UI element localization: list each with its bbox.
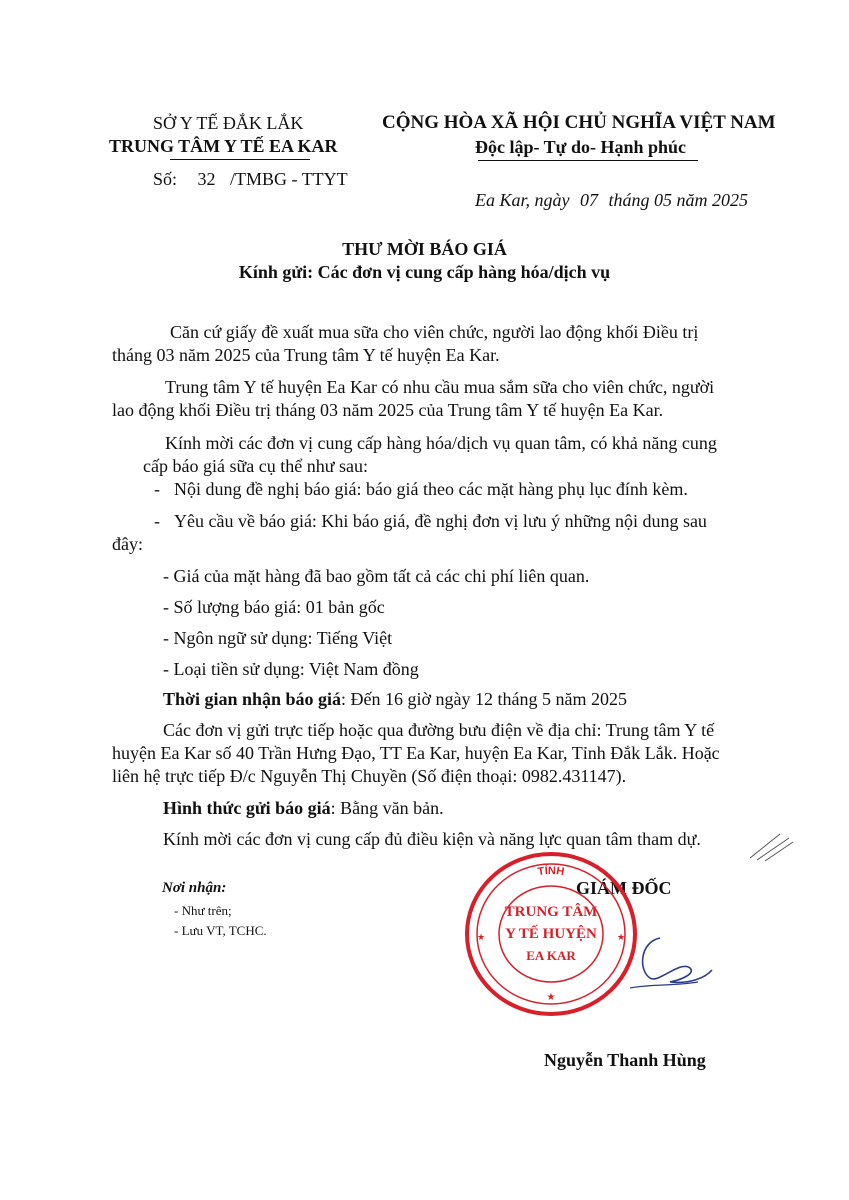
closing-line: Kính mời các đơn vị cung cấp đủ điều kiện và năng lực quan tâm tham dự. xyxy=(163,829,701,849)
form-label: Hình thức gửi báo giá xyxy=(163,798,331,818)
svg-text:★: ★ xyxy=(616,932,626,942)
address-line2: huyện Ea Kar số 40 Trần Hưng Đạo, TT Ea Kar, huyện Ea Kar, Tỉnh Đắk Lắk. Hoặc xyxy=(112,743,720,763)
para2-line2: lao động khối Điều trị tháng 03 năm 2025 của Trung tâm Y tế huyện Ea Kar. xyxy=(112,400,664,420)
svg-text:TỈNH xyxy=(537,864,565,878)
svg-text:★: ★ xyxy=(476,932,486,942)
recipient-item-2: - Lưu VT, TCHC. xyxy=(174,923,267,938)
number-suffix: /TMBG - TTYT xyxy=(230,169,348,189)
recipient-item-1: - Như trên; xyxy=(174,903,232,918)
number-label: Số: xyxy=(153,169,178,189)
document-number xyxy=(153,169,348,190)
deadline-label: Thời gian nhận báo giá xyxy=(163,689,342,709)
bullet2-line2: đây: xyxy=(112,534,143,554)
official-seal-icon xyxy=(463,850,639,1018)
number-value: 32 xyxy=(197,169,216,189)
stamp-top-text: TỈNH xyxy=(536,864,566,879)
deadline-value: : Đến 16 giờ ngày 12 tháng 5 năm 2025 xyxy=(341,689,628,709)
signer-title: GIÁM ĐỐC xyxy=(576,878,672,898)
motto: Độc lập- Tự do- Hạnh phúc xyxy=(475,137,687,157)
para2-line1: Trung tâm Y tế huyện Ea Kar có nhu cầu mua sắm sữa cho viên chức, người xyxy=(165,377,715,397)
deadline xyxy=(163,689,627,710)
date-prefix: Ea Kar, ngày xyxy=(475,190,570,210)
requirement-currency: - Loại tiền sử dụng: Việt Nam đồng xyxy=(163,659,419,679)
para3-line1: Kính mời các đơn vị cung cấp hàng hóa/dịch vụ quan tâm, có khả năng cung xyxy=(165,433,717,453)
bullet2-line1: Yêu cầu về báo giá: Khi báo giá, đề nghị đơn vị lưu ý những nội dung sau xyxy=(174,511,707,531)
svg-text:★: ★ xyxy=(546,992,556,1003)
form-value: : Bằng văn bản. xyxy=(330,798,444,818)
bullet2-dash: - xyxy=(154,511,160,531)
addressee: Kính gửi: Các đơn vị cung cấp hàng hóa/dịch vụ xyxy=(238,262,611,282)
address-line1: Các đơn vị gửi trực tiếp hoặc qua đường bưu điện về địa chỉ: Trung tâm Y tế xyxy=(163,720,715,740)
country-name: CỘNG HÒA XÃ HỘI CHỦ NGHĨA VIỆT NAM xyxy=(382,112,776,133)
bullet1-text: Nội dung đề nghị báo giá: báo giá theo các mặt hàng phụ lục đính kèm. xyxy=(174,479,688,499)
center-name: TRUNG TÂM Y TẾ EA KAR xyxy=(109,136,338,156)
address-line3: liên hệ trực tiếp Đ/c Nguyễn Thị Chuyền (Số điện thoại: 0982.431147). xyxy=(112,766,627,786)
requirement-quantity: - Số lượng báo giá: 01 bản gốc xyxy=(163,597,385,617)
requirement-language: - Ngôn ngữ sử dụng: Tiếng Việt xyxy=(163,628,393,648)
stamp-line-3: EA KAR xyxy=(526,948,576,963)
stamp-line-1: TRUNG TÂM xyxy=(504,904,598,920)
date-rest: tháng 05 năm 2025 xyxy=(608,190,748,210)
submission-form xyxy=(163,798,444,819)
letter-title: THƯ MỜI BÁO GIÁ xyxy=(342,239,507,259)
para1-line2: tháng 03 năm 2025 của Trung tâm Y tế huyện Ea Kar. xyxy=(112,345,500,365)
requirement-price: - Giá của mặt hàng đã bao gồm tất cả các chi phí liên quan. xyxy=(163,566,590,586)
bullet1-dash: - xyxy=(154,479,160,499)
center-underline xyxy=(170,159,310,160)
para3-line2: cấp báo giá sữa cụ thể như sau: xyxy=(143,456,368,476)
motto-underline xyxy=(478,160,698,161)
stamp-line-2: Y TẾ HUYỆN xyxy=(505,926,597,942)
issue-date xyxy=(475,190,748,211)
para1-line1: Căn cứ giấy đề xuất mua sữa cho viên chức, người lao động khối Điều trị xyxy=(170,322,699,342)
pen-mark-icon xyxy=(745,828,795,864)
department-name: SỞ Y TẾ ĐẮK LẮK xyxy=(153,113,304,133)
signer-name: Nguyễn Thanh Hùng xyxy=(544,1050,706,1070)
date-day: 07 xyxy=(580,190,598,210)
recipients-label: Nơi nhận: xyxy=(162,880,227,896)
